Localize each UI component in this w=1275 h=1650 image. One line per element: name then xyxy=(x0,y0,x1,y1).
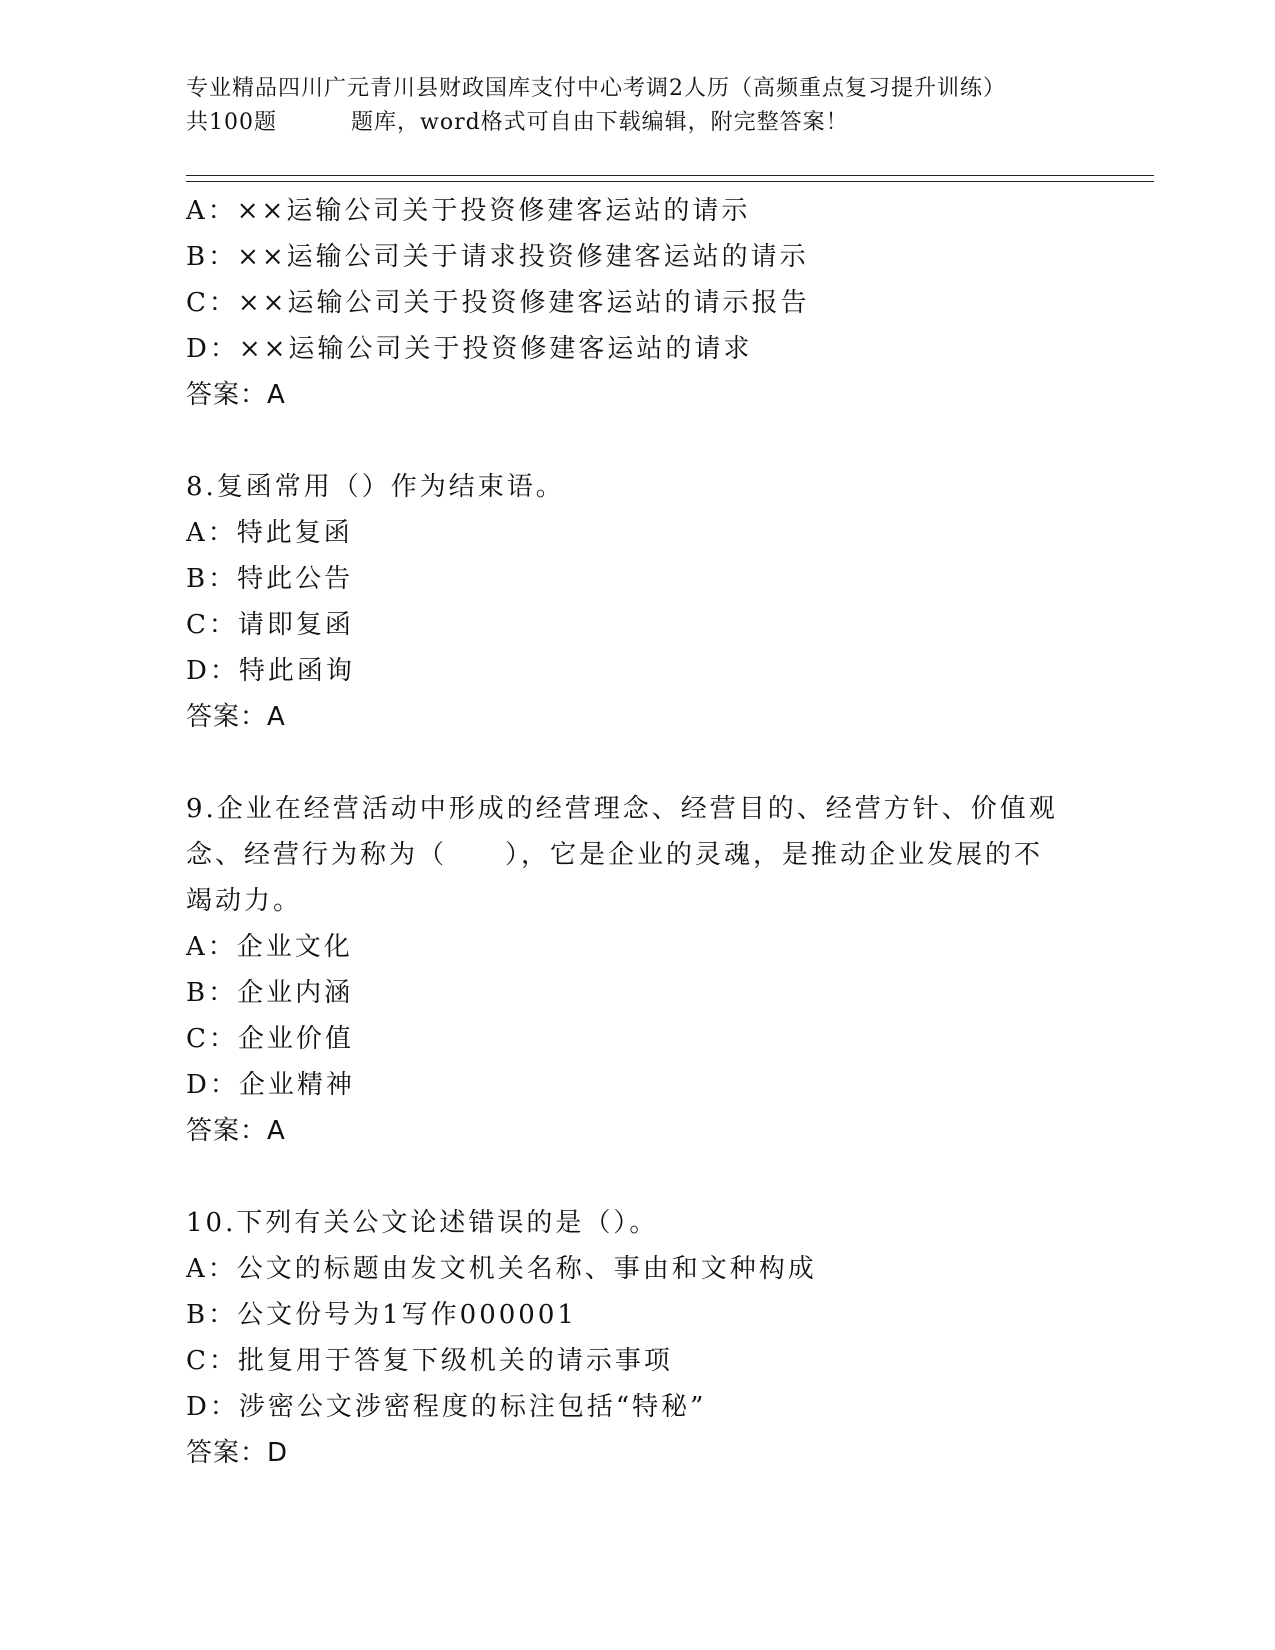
question-9 xyxy=(186,786,1066,1154)
option-c: C：请即复函 xyxy=(186,610,354,640)
header-subtitle xyxy=(186,106,1086,140)
question-stem-line: 9.企业在经营活动中形成的经营理念、经营目的、经营方针、价值观 xyxy=(186,794,1058,824)
option-b: B：企业内涵 xyxy=(186,978,354,1008)
page-header xyxy=(186,72,1086,140)
option-b: B：××运输公司关于请求投资修建客运站的请示 xyxy=(186,242,809,272)
option-a: A：公文的标题由发文机关名称、事由和文种构成 xyxy=(186,1254,817,1284)
header-title: 专业精品四川广元青川县财政国库支付中心考调2人历（高频重点复习提升训练） xyxy=(186,76,1006,101)
option-c: C：××运输公司关于投资修建客运站的请示报告 xyxy=(186,288,810,318)
option-c: C：批复用于答复下级机关的请示事项 xyxy=(186,1346,673,1376)
option-a: A：特此复函 xyxy=(186,518,353,548)
option-c: C：企业价值 xyxy=(186,1024,354,1054)
answer: 答案：A xyxy=(186,702,286,732)
answer: 答案：D xyxy=(186,1438,289,1468)
question-list xyxy=(186,188,1066,1476)
option-b: B：公文份号为1写作000001 xyxy=(186,1300,577,1330)
header-divider-top xyxy=(186,175,1154,176)
question-8 xyxy=(186,464,1066,740)
option-a: A：××运输公司关于投资修建客运站的请示 xyxy=(186,196,751,226)
question-10 xyxy=(186,1200,1066,1476)
option-b: B：特此公告 xyxy=(186,564,354,594)
question-7 xyxy=(186,188,1066,418)
header-divider-bottom xyxy=(186,181,1154,182)
option-a: A：企业文化 xyxy=(186,932,353,962)
question-count: 共100题 xyxy=(186,110,277,135)
option-d: D：涉密公文涉密程度的标注包括“特秘” xyxy=(186,1392,707,1422)
question-stem-line: 竭动力。 xyxy=(186,886,303,916)
option-d: D：特此函询 xyxy=(186,656,355,686)
question-stem-line: 念、经营行为称为（ ），它是企业的灵魂，是推动企业发展的不 xyxy=(186,840,1044,870)
question-stem: 10.下列有关公文论述错误的是（）。 xyxy=(186,1208,659,1238)
answer: 答案：A xyxy=(186,380,286,410)
option-d: D：××运输公司关于投资修建客运站的请求 xyxy=(186,334,753,364)
answer: 答案：A xyxy=(186,1116,286,1146)
option-d: D：企业精神 xyxy=(186,1070,355,1100)
header-description: 题库，word格式可自由下载编辑，附完整答案！ xyxy=(351,110,849,135)
question-stem: 8.复函常用（）作为结束语。 xyxy=(186,472,565,502)
